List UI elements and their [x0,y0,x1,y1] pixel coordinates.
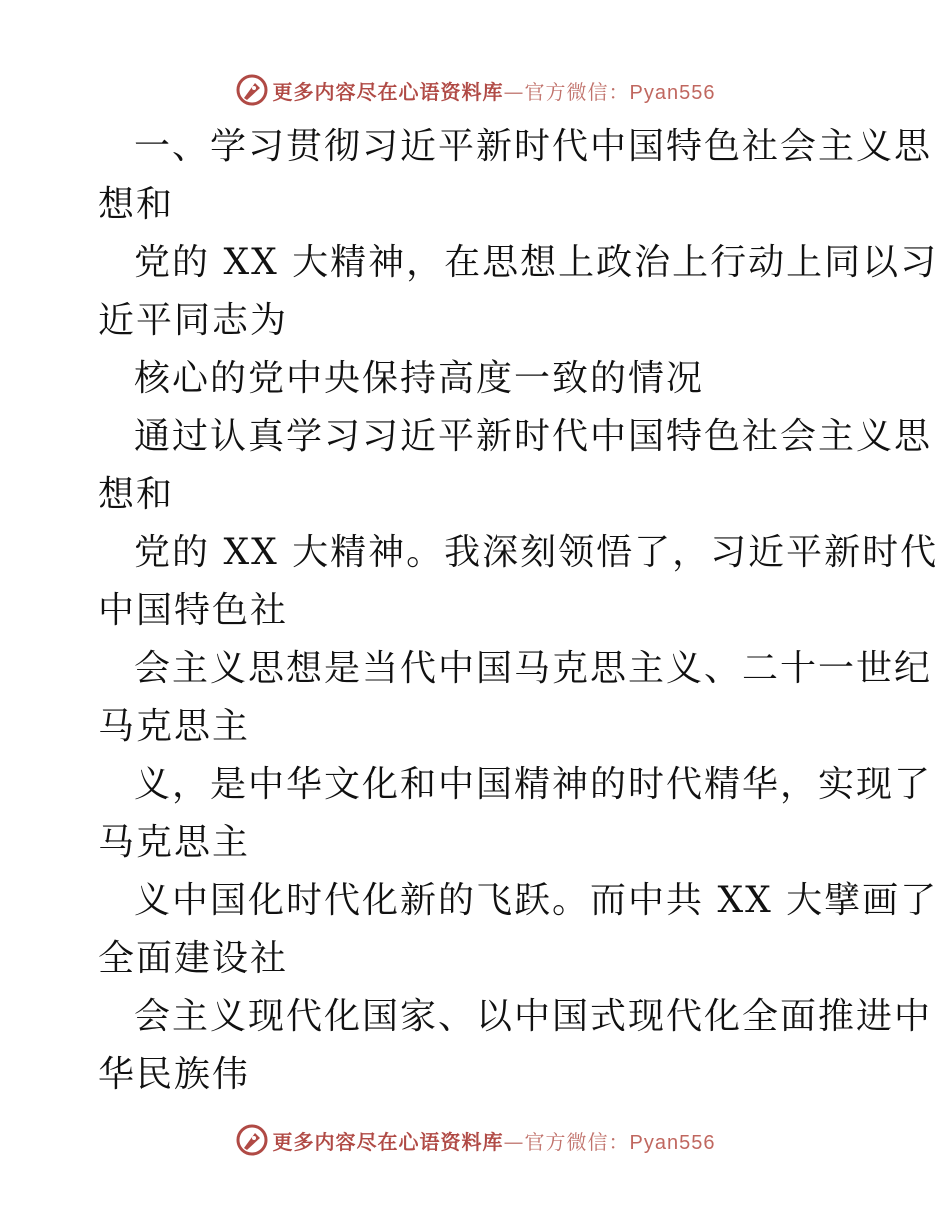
document-line: 义中国化时代化新的飞跃。而中共 XX 大擘画了 [134,880,939,921]
document-line: 一、学习贯彻习近平新时代中国特色社会主义思 [134,126,933,167]
document-line: 马克思主 [98,822,251,863]
document-line: 会主义现代化国家、以中国式现代化全面推进中 [134,996,933,1037]
header-separator: — [503,79,525,104]
header-brand-text: 更多内容尽在心语资料库 [272,79,504,104]
document-line: 义，是中华文化和中国精神的时代精华，实现了 [134,764,933,805]
document-line: 想和 [98,184,175,225]
pen-nib-logo-icon [235,1123,269,1157]
footer-brand-text: 更多内容尽在心语资料库 [272,1129,504,1154]
document-line: 党的 XX 大精神。我深刻领悟了，习近平新时代 [134,532,939,573]
pen-nib-logo-icon [235,73,269,107]
document-line: 会主义思想是当代中国马克思主义、二十一世纪 [134,648,933,689]
document-line: 全面建设社 [98,938,289,979]
footer-wechat-label: 官方微信： [524,1129,630,1154]
document-line: 党的 XX 大精神，在思想上政治上行动上同以习 [134,242,939,283]
document-line: 近平同志为 [98,300,289,341]
footer-watermark-text [273,1126,716,1155]
header-watermark-text [273,76,716,105]
header-watermark-banner [0,70,950,110]
document-line: 核心的党中央保持高度一致的情况 [134,358,705,399]
document-body [98,118,939,1104]
footer-watermark-banner [0,1120,950,1160]
document-line: 中国特色社 [98,590,289,631]
header-wechat-label: 官方微信： [524,79,630,104]
document-line: 想和 [98,474,175,515]
document-line: 通过认真学习习近平新时代中国特色社会主义思 [134,416,933,457]
header-wechat-account: Pyan556 [629,81,716,104]
footer-wechat-account: Pyan556 [629,1131,716,1154]
document-line: 华民族伟 [98,1054,251,1095]
footer-separator: — [503,1129,525,1154]
document-line: 马克思主 [98,706,251,747]
